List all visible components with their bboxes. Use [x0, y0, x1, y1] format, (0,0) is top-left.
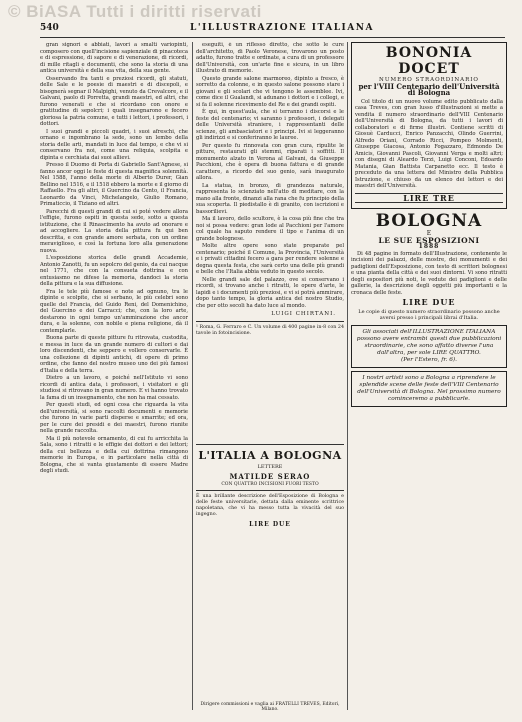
ad-subtitle: LE SUE ESPOSIZIONI	[378, 235, 480, 245]
article-paragraph: Ma il lavoro, dello scultore, è la cosa più fine che tra noi si possa vedere: gran lode al Pacchioni per l'amore col quale ha saputo rendere il tipo e l'anima di un grande bolognese.	[196, 216, 344, 242]
book-kind: LETTERE	[257, 464, 283, 470]
ad-note: (Per l'Estero, fr. 6).	[400, 356, 458, 363]
book-advertisement	[196, 444, 344, 528]
article-paragraph: Dietro a un lavoro, e poiché nell'Istituto vi sono ricordi di antica data, i professori, i visitatori e gli studiosi si ritrovano in gran numero. E vi hanno trovato la fama di un insegnamento, che non ha mai cessato.	[40, 375, 188, 401]
page-number: 540	[40, 23, 59, 33]
ad-note: Le copie di questo numero straordinario possono anche aversi presso i principali librai d'Italia.	[358, 308, 500, 321]
running-title: L'ILLUSTRAZIONE ITALIANA	[190, 23, 374, 33]
ad-conjunction: E	[426, 230, 432, 237]
article-paragraph: Parecchi di questi grandi di cui si poté vedere allora l'effigie, furono ospiti in questa sede, sotto a questa istituzione, che il Rinascimento ha avuto ad onorare e ad accogliere. La storia della pittura fu qui ben descritta, e con grande amore serbata, con un ordine meraviglioso, e così la fortuna loro alla generazione nuova.	[40, 208, 188, 254]
article-paragraph: La statua, in bronzo, di grandezza naturale, rappresenta lo scienziato nell'atto di meditare, con la mano alla fronte, dinanzi alla rana che fu principio della sua scoperta. Il piedistallo è di granito, con iscrizioni e bassorilievi.	[196, 182, 344, 215]
book-price: LIRE DUE	[249, 521, 291, 528]
book-description: È una brillante descrizione dell'Esposizione di Bologna e delle feste universitarie, dettata dalla eminente scrittrice napoletana, che vi ha messo tutta la vivacità del suo ingegno.	[196, 494, 344, 517]
article-paragraph: Per questi studi, ed ogni cosa che riguarda la vita dell'università, si sono raccolti documenti e memorie che furono in varie parti disperse e smarrite; ed ora, per le cure dei presidi e dei maestri, furono riunite nella grande raccolta.	[40, 402, 188, 434]
ad-bononia-docet	[351, 42, 507, 209]
article-paragraph: Nelle grandi sale del palazzo, ove si conservano i ricordi, si trovano anche i ritratti, le opere d'arte, le lapidi e i documenti più preziosi, e vi si potrà ammirare, dopo tanto tempo, la gloria antica del nostro Studio, che per otto secoli ha dato luce al mondo.	[196, 276, 344, 309]
article-paragraph: Osservando fra tanti e preziosi ricordi, gli statuti, delle Sale e le poesie di maestri e di discepoli, e bisognerà segnar il Malpighi, venuto da Crevalcore, e il Galvani, paolo di Porretta, grandi maestri, ed altri, che furono venerati e che si ricordano con onore e gratitudine di sepolcri; i quali insegnarono e fecero gloriosa la patria comune, e tutti i lettori, i professori, i dottori.	[40, 75, 188, 127]
ad-artists-notice	[351, 371, 507, 407]
footnote-rule	[196, 321, 344, 322]
book-ad-box	[196, 444, 344, 491]
book-subtitle: CON QUATTRO INCISIONI FUORI TESTO	[221, 482, 319, 487]
middle-column	[196, 42, 344, 440]
article-paragraph: Fra le tele più famose e note ad ognuno, tra le dipinte e scolpite, che si serbano, le più celebri sono quelle del Francia, del Guido Reni, del Domenichino, del Guercino e dei Carracci; che, con la loro arte, destarono in ogni tempo un'ammirazione che ancor dura, e la solenne, con nobile e piena religione, dà il contemplarle.	[40, 288, 188, 334]
article-paragraph: Per questo fu rinnovata con gran cura, ripulite le pitture, restaurati gli stemmi, riparati i soffitti. Il monumento alzato in Verona al Galvani, da Giuseppe Pacchioni, che è opera di buona fattura e di grande carattere, a ricordo del suo genio, sarà inaugurato allora.	[196, 142, 344, 181]
article-paragraph: Buona parte di queste pitture fu ritrovata, custodita, e messa in luce da un grande numero di cultori e dai loro discendenti, che seppero e vollero conservarle. È una collezione di dipinti antichi, di opere di primo ordine, che fanno del nostro museo uno dei più famosi d'Italia e della terra.	[40, 335, 188, 374]
article-paragraph: È qui, in quest'aula, che si terranno i discorsi e le feste del centenario; vi saranno i professori, i delegati delle Università straniere, i rappresentanti delle scienze, gli ambasciatori e i principi. Ivi si leggeranno gli indirizzi e si conferiranno le lauree.	[196, 109, 344, 141]
column-divider	[192, 42, 193, 710]
copyright-watermark: © BiASA Tutti i diritti riservati	[8, 2, 262, 21]
ad-subtitle: per l'VIII Centenario dell'Università di Bologna	[358, 81, 500, 97]
column-divider	[347, 42, 348, 710]
article-paragraph: I suoi grandi e piccoli quadri, i suoi afreschi, che ornano e ingombrano la sede, sono un lembo della storia delle arti, mandati in luce dal tempo, e che vi si conservano fra noi, come una reliquia, scolpita e dipinta e cerchiata dai suoi allievi.	[40, 128, 188, 161]
ad-title: BOLOGNA	[375, 211, 483, 231]
article-paragraph: Molte altre opere sono state preparate pel centenario; poiché il Comune, la Provincia, l'Università e i privati cittadini fecero a gara per rendere solenne e degna questa festa, che sarà certo una delle più grandi e belle che l'Italia abbia veduto in questo secolo.	[196, 243, 344, 275]
article-paragraph: L'esposizione storica delle grandi Accademie, Antonio Zanotti, fu un sepolcro del genio, da cui nacque nel 1771, che con la consueta dottrina e con entusiasmo ne difese la memoria, dandoci la storia della pittura e la sua diffusione.	[40, 255, 188, 287]
article-paragraph: Presso il Duomo di Porta di Gabriello Sant'Agnese, si fanno ancor oggi le feste di questa magnifica solennità. Nel 1588, l'anno della morte di Alberto Durer, Gian Bellino nel 1516, e il 1518 ebbero la morte e il giorno di Raffaello. Fra gli altri, il Guercino da Cento, il Francia, Leonardo da Vinci, Michelangelo, Giulio Romano, Primaticcio, il Tiziano ed altri.	[40, 162, 188, 207]
ad-year: 1888	[418, 243, 440, 250]
book-author: MATILDE SERAO	[229, 472, 311, 481]
ad-body: Gli associati dell'ILLUSTRAZIONE ITALIANA possono avere entrambi questi due pubblicazioni straordinarie, che sono affatto diverse l'una dall'altra, per sole LIRE QUATTRO.	[356, 328, 502, 356]
article-paragraph: Ma il più notevole ornamento, di cui fu arricchita la Sala, sono i ritratti e le effigie dei dottori e dei lettori; della cui bellezza e della cui dottrina rimangono memorie in Europa, e in particolare nella città di Bologna, che si vanta giustamente di essere Madre degli studi.	[40, 435, 188, 474]
right-column	[351, 42, 507, 710]
ad-title: BONONIA DOCET	[385, 45, 473, 77]
page-header	[40, 23, 505, 38]
ad-price: LIRE DUE	[402, 297, 456, 307]
left-column	[40, 42, 188, 710]
article-paragraph: eseguiti, è un riflesso diretto, che sotto le cure dell'architetto, di Paolo Veronese, trovarono un posto adatto, furono tratte e ordinate, a cura di un professore dell'Università, con un'arte fine e sicura, in un libro illustrato di memorie.	[196, 42, 344, 74]
ad-body: Col titolo di un nuovo volume edito pubblicato dalla casa Treves, con gran lusso d'illustrazioni si mette a vendita il numero straordinario dell'VIII Centenario dell'Università di Bologna, da tutti i lavori di collaboratori e di firme illustri. Contiene scritti di Giosuè Carducci, Enrico Panzacchi, Olindo Guerrini, Alfredo Oriani, Corrado Ricci, Pompeo Molmenti, Giuseppe Giacosa, Antonio Fogazzaro, Edmondo De Amicis, Giovanni Pascoli, Giovanni Verga e molti altri; con disegni di Aleardo Terzi, Luigi Conconi, Edoardo Matania, Gian Battista Carpanetto ecc. Il testo è preceduto da una lettera del Ministro della Pubblica Istruzione, e chiuso da un elenco dei lettori e dei maestri dell'Università.	[355, 98, 503, 189]
footnote: ¹ Roma, G. Ferraro e C. Un volume di 400 pagine in-8 con 24 tavole in fotoincisione.	[196, 324, 344, 336]
publisher-imprint: Dirigere commissioni e vaglia ai FRATELLI TREVES, Editori, Milano.	[200, 702, 340, 712]
ad-subscribers-offer	[351, 325, 507, 368]
article-paragraph: gran signori e abbiati, lavori a smalti variopinti, composero con quell'incisione sapienziale di pinacoteca e di espressione, di sapore e di venerazione, di ricordi, di mille ritagli e documenti, che sono la storia di una antica università e della sua vita, della sua gente.	[40, 42, 188, 74]
article-paragraph: Questo grande salone marmoreo, dipinto a fresco, è sorretto da colonne, e in questo salone possono stare i giovani e gli scolari che vi tengono le assemblee. Ivi, come dice il Gualandi, si adunano i dottori e i collegi, e si fa il solenne ricevimento del Re e dei grandi ospiti.	[196, 75, 344, 108]
ad-number-label: NUMERO STRAORDINARIO	[379, 77, 479, 83]
book-title: L'ITALIA A BOLOGNA	[198, 449, 342, 462]
ad-body: Di 48 pagine in formato dell'Illustrazione, contenente le incisioni dei palazzi, delle mostre, dei monumenti e dei padiglioni dell'Esposizione, con testo di scrittori bolognesi e una pianta della città e dei suoi dintorni. Vi sono ritratti degli espositori più noti, le vedute dei padiglioni e delle gallerie, la descrizione degli oggetti più importanti e la cronaca delle feste.	[351, 250, 507, 296]
article-signature: LUIGI CHIRTANI.	[271, 311, 336, 317]
ad-price: LIRE TRE	[355, 193, 503, 204]
ad-body: I nostri artisti sono a Bologna a riprendere le splendide scene delle feste dell'VIII Centenario dell'Università di Bologna. Nel prossimo numero cominceremo a pubblicarle.	[357, 374, 501, 402]
